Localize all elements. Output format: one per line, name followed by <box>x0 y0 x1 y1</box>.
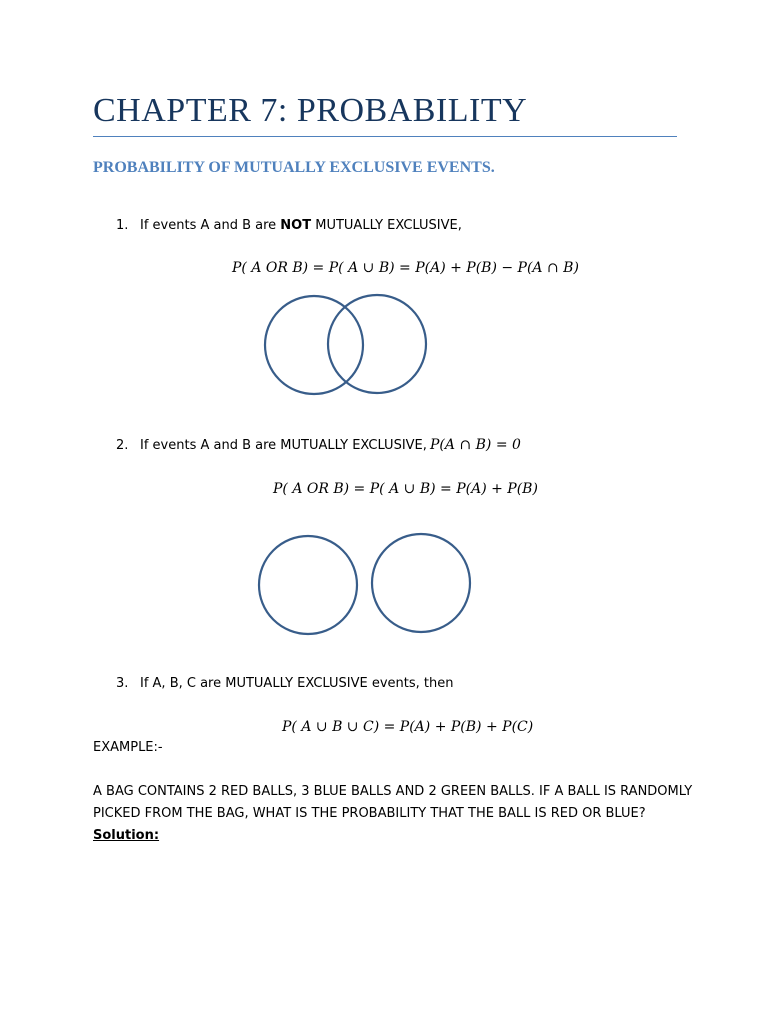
section-subtitle: PROBABILITY OF MUTUALLY EXCLUSIVE EVENTS. <box>93 159 495 176</box>
page-title: CHAPTER 7: PROBABILITY <box>93 92 528 129</box>
example-label: EXAMPLE:- <box>93 740 163 755</box>
list-item-2 <box>116 438 427 453</box>
item-number: 3. <box>116 676 129 691</box>
list-item-3 <box>116 676 454 691</box>
item-number: 2. <box>116 438 129 453</box>
formula-exclusive: P( A OR B) = P( A ∪ B) = P(A) + P(B) <box>273 481 538 497</box>
example-line-1: A BAG CONTAINS 2 RED BALLS, 3 BLUE BALLS AND 2 GREEN BALLS. IF A BALL IS RANDOMLY <box>93 784 693 799</box>
solution-label: Solution: <box>93 828 160 843</box>
inline-formula-zero-intersection: P(A ∩ B) = 0 <box>430 437 521 453</box>
item-text-after: MUTUALLY EXCLUSIVE, <box>311 218 462 233</box>
item-text: If events A and B are MUTUALLY EXCLUSIVE, <box>140 438 427 453</box>
venn-circle-b-disjoint <box>372 534 470 632</box>
venn-circle-a-overlap <box>265 296 363 394</box>
item-text: If A, B, C are MUTUALLY EXCLUSIVE events, then <box>140 676 454 691</box>
venn-circle-b-overlap <box>328 295 426 393</box>
item-text-before: If events A and B are <box>140 218 281 233</box>
item-text-bold: NOT <box>280 218 312 233</box>
example-line-2: PICKED FROM THE BAG, WHAT IS THE PROBABILITY THAT THE BALL IS RED OR BLUE? <box>93 806 646 821</box>
formula-three-events: P( A ∪ B ∪ C) = P(A) + P(B) + P(C) <box>282 719 534 735</box>
item-number: 1. <box>116 218 129 233</box>
venn-circle-a-disjoint <box>259 536 357 634</box>
formula-not-exclusive: P( A OR B) = P( A ∪ B) = P(A) + P(B) − P(A ∩ B) <box>232 260 579 276</box>
